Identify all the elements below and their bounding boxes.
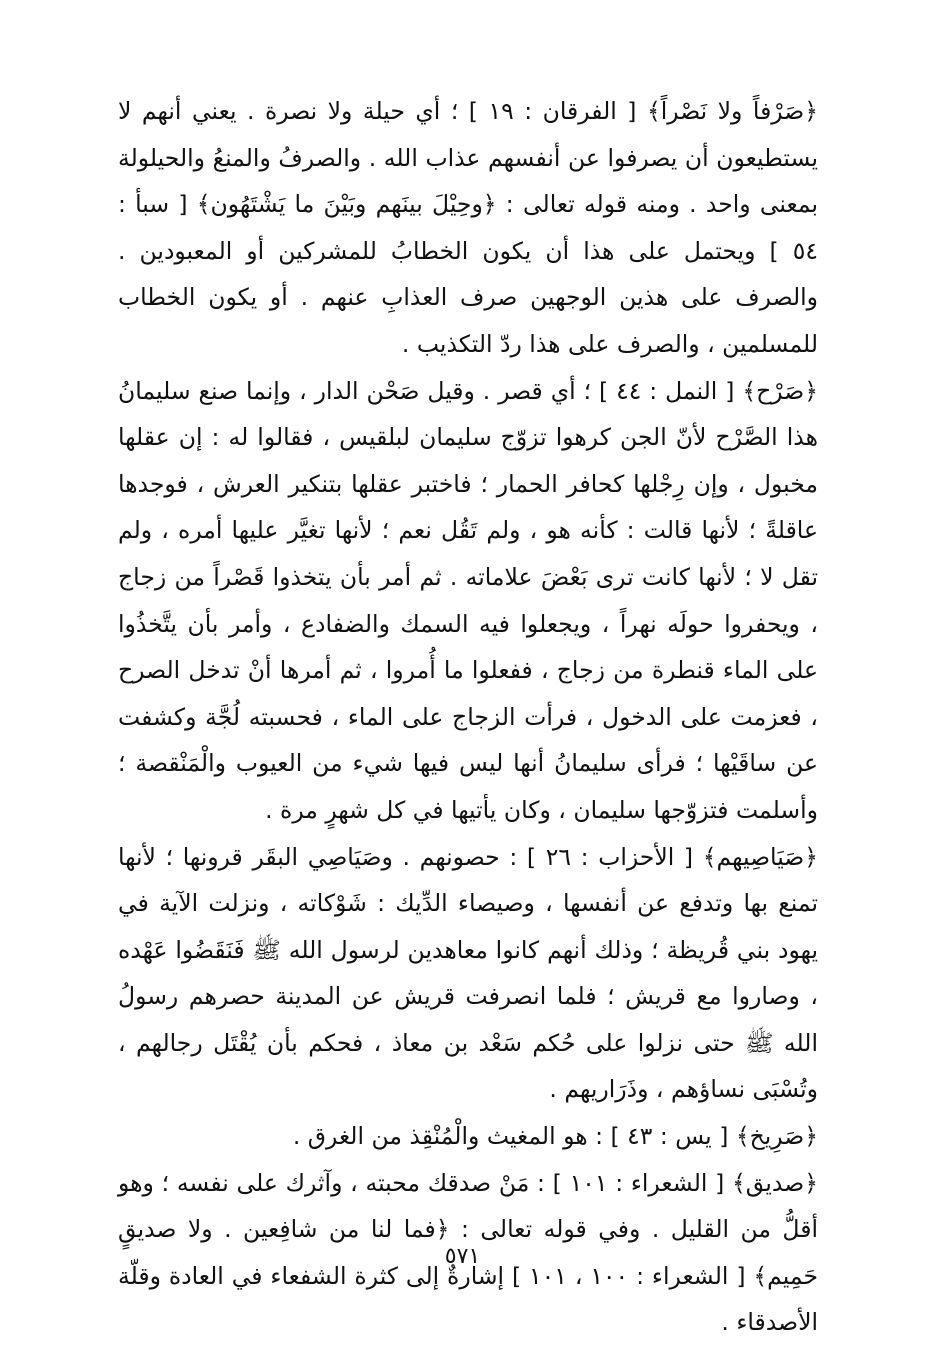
page-number: ٥٧١ (444, 1244, 481, 1269)
entry-sayasihim: ﴿صَيَاصِيهم﴾ [ الأحزاب : ٢٦ ] : حصونهم . وصَيَاصِي البقَر قرونها ؛ لأنها تمنع بها وتدفع عن أنفسها ، وصيصاء الدِّيك : شَوْكاته ، ونزلت الآية في يهود بني قُريظة ؛ وذلك أنهم كانوا معاهدين لرسول الله ﷺ فَنَقَضُوا عَهْده ، وصاروا مع قريش ؛ فلما انصرفت قريش عن المدينة حصرهم رسولُ الله ﷺ حتى نزلوا على حُكم سَعْد بن معاذ ، فحكم بأن يُقْتَل رجالهم ، وتُسْبَى نساؤهم ، وذَرَاريهم . (118, 842, 819, 1104)
entry-sarikh: ﴿صَرِيخ﴾ [ يس : ٤٣ ] : هو المغيث والْمُنْقِذ من الغرق . (292, 1122, 818, 1151)
entry-sadiq: ﴿صديق﴾ [ الشعراء : ١٠١ ] : مَنْ صدقك محبته ، وآثرك على نفسه ؛ وهو أقلُّ من القليل . وفي قوله تعالى : ﴿فما لنا من شافِعين . ولا صديقٍ حَمِيم﴾ [ الشعراء : ١٠٠ ، ١٠١ ] إشارةٌ إلى كثرة الشفعاء في العادة وقلّة الأصدقاء . (118, 1168, 819, 1337)
entry-sarh: ﴿صَرْح﴾ [ النمل : ٤٤ ] ؛ أي قصر . وقيل صَحْن الدار ، وإنما صنع سليمانُ هذا الصَّرْح لأنّ الجن كرهوا تزوّج سليمان لبلقيس ، فقالوا له : إن عقلها مخبول ، وإن رِجْلها كحافر الحمار ؛ فاختبر عقلها بتنكير العرش ، فوجدها عاقلةً ؛ لأنها قالت : كأنه هو ، ولم تَقُل نعم ؛ لأنها تغيَّر عليها أمره ، ولم تقل لا ؛ لأنها كانت ترى بَعْضَ علاماته . ثم أمر بأن يتخذوا قَصْراً من زجاج ، ويحفروا حولَه نهراً ، ويجعلوا فيه السمك والضفادع ، وأمر بأن يتَّخذُوا على الماء قنطرة من زجاج ، ففعلوا ما أُمروا ، ثم أمرها أنْ تدخل الصرح ، فعزمت على الدخول ، فرأت الزجاج على الماء ، فحسبته لُجَّة وكشفت عن ساقَيْها ؛ فرأى سليمانُ أنها ليس فيها شيء من العيوب والْمَنْقصة ؛ وأسلمت فتزوّجها سليمان ، وكان يأتيها في كل شهرٍ مرة . (118, 376, 818, 824)
entry-sarfan: ﴿صَرْفاً ولا نَصْراً﴾ [ الفرقان : ١٩ ] ؛ أي حيلة ولا نصرة . يعني أنهم لا يستطيعون أن يصرفوا عن أنفسهم عذاب الله . والصرفُ والمنعُ والحيلولة بمعنى واحد . ومنه قوله تعالى : ﴿وحِيْلَ بينَهم وبَيْنَ ما يَشْتَهُون﴾ [ سبأ : ٥٤ ] ويحتمل على هذا أن يكون الخطابُ للمشركين أو المعبودين . والصرف على هذين الوجهين صرف العذابِ عنهم . أو يكون الخطاب للمسلمين ، والصرف على هذا ردّ التكذيب . (118, 97, 818, 358)
page-body (118, 88, 819, 1337)
